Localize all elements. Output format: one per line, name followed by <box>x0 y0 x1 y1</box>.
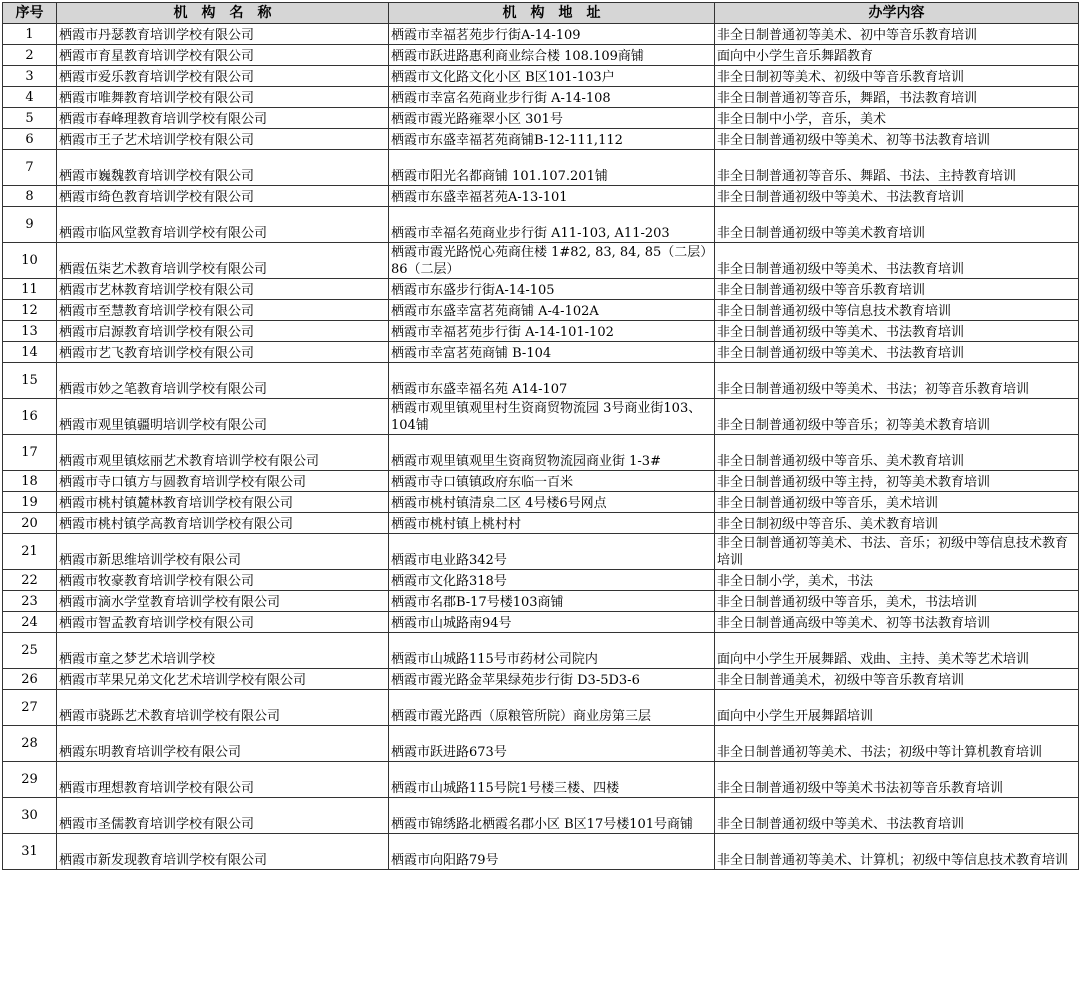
institution-address-cell: 栖霞市霞光路金苹果绿苑步行街 D3-5D3-6 <box>389 669 715 690</box>
table-row <box>3 186 1079 207</box>
institution-address-cell: 栖霞市寺口镇镇政府东临一百米 <box>389 471 715 492</box>
institution-name-cell: 栖霞市圣儒教育培训学校有限公司 <box>57 798 389 834</box>
table-row <box>3 300 1079 321</box>
institution-name-cell: 栖霞市桃村镇麓林教育培训学校有限公司 <box>57 492 389 513</box>
program-content-cell: 非全日制初级中等音乐、美术教育培训 <box>715 513 1079 534</box>
row-number-cell: 23 <box>3 591 57 612</box>
row-number-cell: 4 <box>3 87 57 108</box>
institution-address-cell: 栖霞市山城路115号市药材公司院内 <box>389 633 715 669</box>
institution-name-cell: 栖霞市童之梦艺术培训学校 <box>57 633 389 669</box>
institution-name-cell: 栖霞伍柒艺术教育培训学校有限公司 <box>57 243 389 279</box>
program-content-cell: 面向中小学生音乐舞蹈教育 <box>715 45 1079 66</box>
table-row <box>3 108 1079 129</box>
institution-name-cell: 栖霞市巍魏教育培训学校有限公司 <box>57 150 389 186</box>
institution-address-cell: 栖霞市观里镇观里村生资商贸物流园 3号商业街103、104铺 <box>389 399 715 435</box>
institution-name-cell: 栖霞市启源教育培训学校有限公司 <box>57 321 389 342</box>
row-number-cell: 16 <box>3 399 57 435</box>
institution-name-cell: 栖霞市绮色教育培训学校有限公司 <box>57 186 389 207</box>
row-number-cell: 8 <box>3 186 57 207</box>
program-content-cell: 非全日制普通初级中等美术、书法教育培训 <box>715 798 1079 834</box>
institution-name-cell: 栖霞市至慧教育培训学校有限公司 <box>57 300 389 321</box>
row-number-cell: 3 <box>3 66 57 87</box>
row-number-cell: 14 <box>3 342 57 363</box>
table-row <box>3 534 1079 570</box>
program-content-cell: 非全日制普通初级中等音乐；初等美术教育培训 <box>715 399 1079 435</box>
institution-address-cell: 栖霞市山城路115号院1号楼三楼、四楼 <box>389 762 715 798</box>
row-number-cell: 7 <box>3 150 57 186</box>
row-number-cell: 19 <box>3 492 57 513</box>
table-row <box>3 363 1079 399</box>
row-number-cell: 9 <box>3 207 57 243</box>
program-content-cell: 非全日制普通初等美术、计算机；初级中等信息技术教育培训 <box>715 834 1079 870</box>
program-content-cell: 非全日制初等美术、初级中等音乐教育培训 <box>715 66 1079 87</box>
table-row <box>3 612 1079 633</box>
institution-name-cell: 栖霞市苹果兄弟文化艺术培训学校有限公司 <box>57 669 389 690</box>
institution-address-cell: 栖霞市东盛幸福茗苑A-13-101 <box>389 186 715 207</box>
table-row <box>3 45 1079 66</box>
institution-name-cell: 栖霞东明教育培训学校有限公司 <box>57 726 389 762</box>
institution-address-cell: 栖霞市文化路文化小区 B区101-103户 <box>389 66 715 87</box>
program-content-cell: 非全日制普通初级中等美术、书法教育培训 <box>715 186 1079 207</box>
table-row <box>3 342 1079 363</box>
table-row <box>3 471 1079 492</box>
row-number-cell: 31 <box>3 834 57 870</box>
header-name: 机 构 名 称 <box>57 3 389 24</box>
table-row <box>3 279 1079 300</box>
institution-address-cell: 栖霞市向阳路79号 <box>389 834 715 870</box>
table-body <box>3 24 1079 870</box>
row-number-cell: 26 <box>3 669 57 690</box>
row-number-cell: 1 <box>3 24 57 45</box>
institution-name-cell: 栖霞市唯舞教育培训学校有限公司 <box>57 87 389 108</box>
institution-name-cell: 栖霞市牧豪教育培训学校有限公司 <box>57 570 389 591</box>
institution-name-cell: 栖霞市春峰理教育培训学校有限公司 <box>57 108 389 129</box>
program-content-cell: 非全日制中小学，音乐，美术 <box>715 108 1079 129</box>
program-content-cell: 非全日制普通美术，初级中等音乐教育培训 <box>715 669 1079 690</box>
row-number-cell: 25 <box>3 633 57 669</box>
table-row <box>3 150 1079 186</box>
institution-address-cell: 栖霞市山城路南94号 <box>389 612 715 633</box>
row-number-cell: 20 <box>3 513 57 534</box>
institution-address-cell: 栖霞市东盛幸富茗苑商铺 A-4-102A <box>389 300 715 321</box>
header-num: 序号 <box>3 3 57 24</box>
row-number-cell: 24 <box>3 612 57 633</box>
row-number-cell: 18 <box>3 471 57 492</box>
institution-address-cell: 栖霞市东盛幸福名苑 A14-107 <box>389 363 715 399</box>
table-row <box>3 243 1079 279</box>
institution-address-cell: 栖霞市电业路342号 <box>389 534 715 570</box>
institution-name-cell: 栖霞市艺飞教育培训学校有限公司 <box>57 342 389 363</box>
institution-address-cell: 栖霞市幸富名苑商业步行街 A-14-108 <box>389 87 715 108</box>
institution-name-cell: 栖霞市理想教育培训学校有限公司 <box>57 762 389 798</box>
row-number-cell: 22 <box>3 570 57 591</box>
institution-table <box>2 2 1079 870</box>
institution-address-cell: 栖霞市跃进路惠利商业综合楼 108.109商铺 <box>389 45 715 66</box>
institution-name-cell: 栖霞市艺林教育培训学校有限公司 <box>57 279 389 300</box>
program-content-cell: 非全日制普通初等音乐、舞蹈、书法、主持教育培训 <box>715 150 1079 186</box>
table-row <box>3 798 1079 834</box>
institution-name-cell: 栖霞市新思维培训学校有限公司 <box>57 534 389 570</box>
institution-address-cell: 栖霞市文化路318号 <box>389 570 715 591</box>
institution-address-cell: 栖霞市东盛步行街A-14-105 <box>389 279 715 300</box>
row-number-cell: 28 <box>3 726 57 762</box>
program-content-cell: 非全日制普通初级中等美术、书法教育培训 <box>715 321 1079 342</box>
row-number-cell: 17 <box>3 435 57 471</box>
institution-address-cell: 栖霞市霞光路雍翠小区 301号 <box>389 108 715 129</box>
table-row <box>3 513 1079 534</box>
program-content-cell: 非全日制普通初等美术、书法；初级中等计算机教育培训 <box>715 726 1079 762</box>
institution-name-cell: 栖霞市丹瑟教育培训学校有限公司 <box>57 24 389 45</box>
institution-address-cell: 栖霞市幸福茗苑步行街A-14-109 <box>389 24 715 45</box>
institution-address-cell: 栖霞市桃村镇上桃村村 <box>389 513 715 534</box>
program-content-cell: 非全日制普通初级中等主持，初等美术教育培训 <box>715 471 1079 492</box>
table-row <box>3 690 1079 726</box>
institution-address-cell: 栖霞市桃村镇清泉二区 4号楼6号网点 <box>389 492 715 513</box>
program-content-cell: 非全日制普通初级中等美术、书法教育培训 <box>715 342 1079 363</box>
institution-address-cell: 栖霞市跃进路673号 <box>389 726 715 762</box>
row-number-cell: 15 <box>3 363 57 399</box>
program-content-cell: 非全日制普通初等美术、书法、音乐；初级中等信息技术教育培训 <box>715 534 1079 570</box>
row-number-cell: 5 <box>3 108 57 129</box>
institution-name-cell: 栖霞市爱乐教育培训学校有限公司 <box>57 66 389 87</box>
institution-name-cell: 栖霞市新发现教育培训学校有限公司 <box>57 834 389 870</box>
program-content-cell: 面向中小学生开展舞蹈、戏曲、主持、美术等艺术培训 <box>715 633 1079 669</box>
row-number-cell: 21 <box>3 534 57 570</box>
institution-address-cell: 栖霞市霞光路西（原粮管所院）商业房第三层 <box>389 690 715 726</box>
institution-name-cell: 栖霞市观里镇炫丽艺术教育培训学校有限公司 <box>57 435 389 471</box>
row-number-cell: 13 <box>3 321 57 342</box>
institution-name-cell: 栖霞市临风堂教育培训学校有限公司 <box>57 207 389 243</box>
program-content-cell: 非全日制普通初级中等美术教育培训 <box>715 207 1079 243</box>
table-row <box>3 66 1079 87</box>
program-content-cell: 非全日制小学，美术，书法 <box>715 570 1079 591</box>
table-row <box>3 87 1079 108</box>
row-number-cell: 10 <box>3 243 57 279</box>
program-content-cell: 非全日制普通高级中等美术、初等书法教育培训 <box>715 612 1079 633</box>
institution-address-cell: 栖霞市霞光路悦心苑商住楼 1#82, 83, 84, 85（二层）86（二层） <box>389 243 715 279</box>
table-row <box>3 321 1079 342</box>
institution-address-cell: 栖霞市东盛幸福茗苑商铺B-12-111,112 <box>389 129 715 150</box>
table-row <box>3 726 1079 762</box>
institution-name-cell: 栖霞市滴水学堂教育培训学校有限公司 <box>57 591 389 612</box>
program-content-cell: 面向中小学生开展舞蹈培训 <box>715 690 1079 726</box>
table-row <box>3 591 1079 612</box>
program-content-cell: 非全日制普通初级中等美术、书法；初等音乐教育培训 <box>715 363 1079 399</box>
program-content-cell: 非全日制普通初级中等音乐、美术教育培训 <box>715 435 1079 471</box>
program-content-cell: 非全日制普通初级中等信息技术教育培训 <box>715 300 1079 321</box>
program-content-cell: 非全日制普通初等音乐，舞蹈，书法教育培训 <box>715 87 1079 108</box>
program-content-cell: 非全日制普通初等美术、初中等音乐教育培训 <box>715 24 1079 45</box>
row-number-cell: 12 <box>3 300 57 321</box>
row-number-cell: 29 <box>3 762 57 798</box>
program-content-cell: 非全日制普通初级中等音乐，美术，书法培训 <box>715 591 1079 612</box>
institution-address-cell: 栖霞市阳光名都商铺 101.107.201铺 <box>389 150 715 186</box>
table-row <box>3 669 1079 690</box>
row-number-cell: 11 <box>3 279 57 300</box>
header-content: 办学内容 <box>715 3 1079 24</box>
table-row <box>3 492 1079 513</box>
institution-name-cell: 栖霞市观里镇疆明培训学校有限公司 <box>57 399 389 435</box>
table-row <box>3 207 1079 243</box>
institution-address-cell: 栖霞市幸福名苑商业步行街 A11-103, A11-203 <box>389 207 715 243</box>
program-content-cell: 非全日制普通初级中等音乐，美术培训 <box>715 492 1079 513</box>
institution-name-cell: 栖霞市育星教育培训学校有限公司 <box>57 45 389 66</box>
institution-name-cell: 栖霞市智孟教育培训学校有限公司 <box>57 612 389 633</box>
header-address: 机 构 地 址 <box>389 3 715 24</box>
institution-address-cell: 栖霞市观里镇观里生资商贸物流园商业街 1-3# <box>389 435 715 471</box>
row-number-cell: 27 <box>3 690 57 726</box>
institution-name-cell: 栖霞市寺口镇方与圆教育培训学校有限公司 <box>57 471 389 492</box>
table-row <box>3 570 1079 591</box>
program-content-cell: 非全日制普通初级中等美术书法初等音乐教育培训 <box>715 762 1079 798</box>
table-row <box>3 435 1079 471</box>
row-number-cell: 30 <box>3 798 57 834</box>
header-row <box>3 3 1079 24</box>
table-row <box>3 399 1079 435</box>
program-content-cell: 非全日制普通初级中等美术、初等书法教育培训 <box>715 129 1079 150</box>
institution-name-cell: 栖霞市妙之笔教育培训学校有限公司 <box>57 363 389 399</box>
table-row <box>3 129 1079 150</box>
institution-name-cell: 栖霞市王子艺术培训学校有限公司 <box>57 129 389 150</box>
institution-name-cell: 栖霞市骁跞艺术教育培训学校有限公司 <box>57 690 389 726</box>
institution-address-cell: 栖霞市幸富茗苑商铺 B-104 <box>389 342 715 363</box>
program-content-cell: 非全日制普通初级中等音乐教育培训 <box>715 279 1079 300</box>
row-number-cell: 2 <box>3 45 57 66</box>
institution-address-cell: 栖霞市名郡B-17号楼103商铺 <box>389 591 715 612</box>
table-row <box>3 762 1079 798</box>
row-number-cell: 6 <box>3 129 57 150</box>
table-row <box>3 834 1079 870</box>
program-content-cell: 非全日制普通初级中等美术、书法教育培训 <box>715 243 1079 279</box>
institution-name-cell: 栖霞市桃村镇学高教育培训学校有限公司 <box>57 513 389 534</box>
table-row <box>3 24 1079 45</box>
institution-address-cell: 栖霞市幸福茗苑步行街 A-14-101-102 <box>389 321 715 342</box>
institution-address-cell: 栖霞市锦绣路北栖霞名郡小区 B区17号楼101号商铺 <box>389 798 715 834</box>
table-row <box>3 633 1079 669</box>
